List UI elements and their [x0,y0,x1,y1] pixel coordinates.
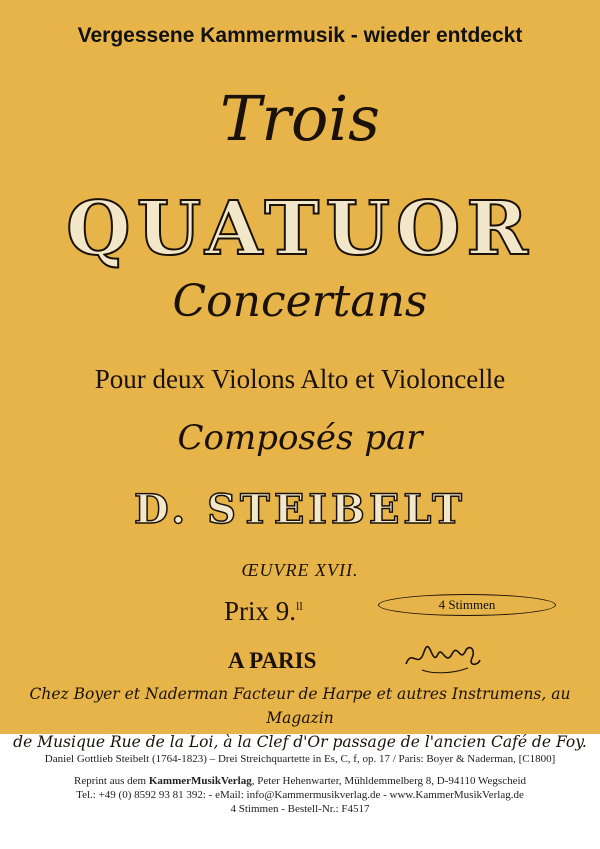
place-of-publication: A PARIS [228,648,317,673]
instrumentation-line: Pour deux Violons Alto et Violoncelle [94,364,506,394]
publisher-line-2: de Musique Rue de la Loi, à la Clef d'Or passage de l'ancien Café de Foy. [13,733,587,751]
order-line: 4 Stimmen - Bestell-Nr.: F4517 [230,803,370,815]
contact-line: Tel.: +49 (0) 8592 93 81 392: - eMail: info@Kammermusikverlag.de - www.KammerMusikVerlag.de [76,789,524,801]
reprint-footer [0,752,600,816]
title-trois: Trois [220,82,380,155]
opus-number: ŒUVRE XVII. [241,560,359,580]
publisher-line-1: Chez Boyer et Naderman Facteur de Harpe et autres Instrumens, au Magazin [29,685,571,727]
signature-flourish-icon [402,640,482,676]
title-concertans: Concertans [172,276,428,327]
title-quatuor: QUATUOR [66,186,534,272]
reprint-publisher: KammerMusikVerlag [148,775,252,787]
publisher-imprint [0,682,600,754]
composer-name: D. STEIBELT [134,486,466,533]
reprint-line [0,774,600,788]
composed-by-line: Composés par [177,418,423,458]
price-label [224,596,303,627]
parts-oval-badge: 4 Stimmen [378,594,556,616]
price-superscript: ll [296,599,303,613]
citation-line: Daniel Gottlieb Steibelt (1764-1823) – Drei Streichquartette in Es, C, f, op. 17 / Paris: Boyer & Naderman, [C1800] [44,753,556,765]
price-text: Prix 9. [224,596,297,626]
reprint-suffix: , Peter Hehenwarter, Mühldemmelberg 8, D-94110 Wegscheid [251,775,527,787]
series-header: Vergessene Kammermusik - wieder entdeckt [77,24,523,47]
reprint-prefix: Reprint aus dem [73,775,149,787]
